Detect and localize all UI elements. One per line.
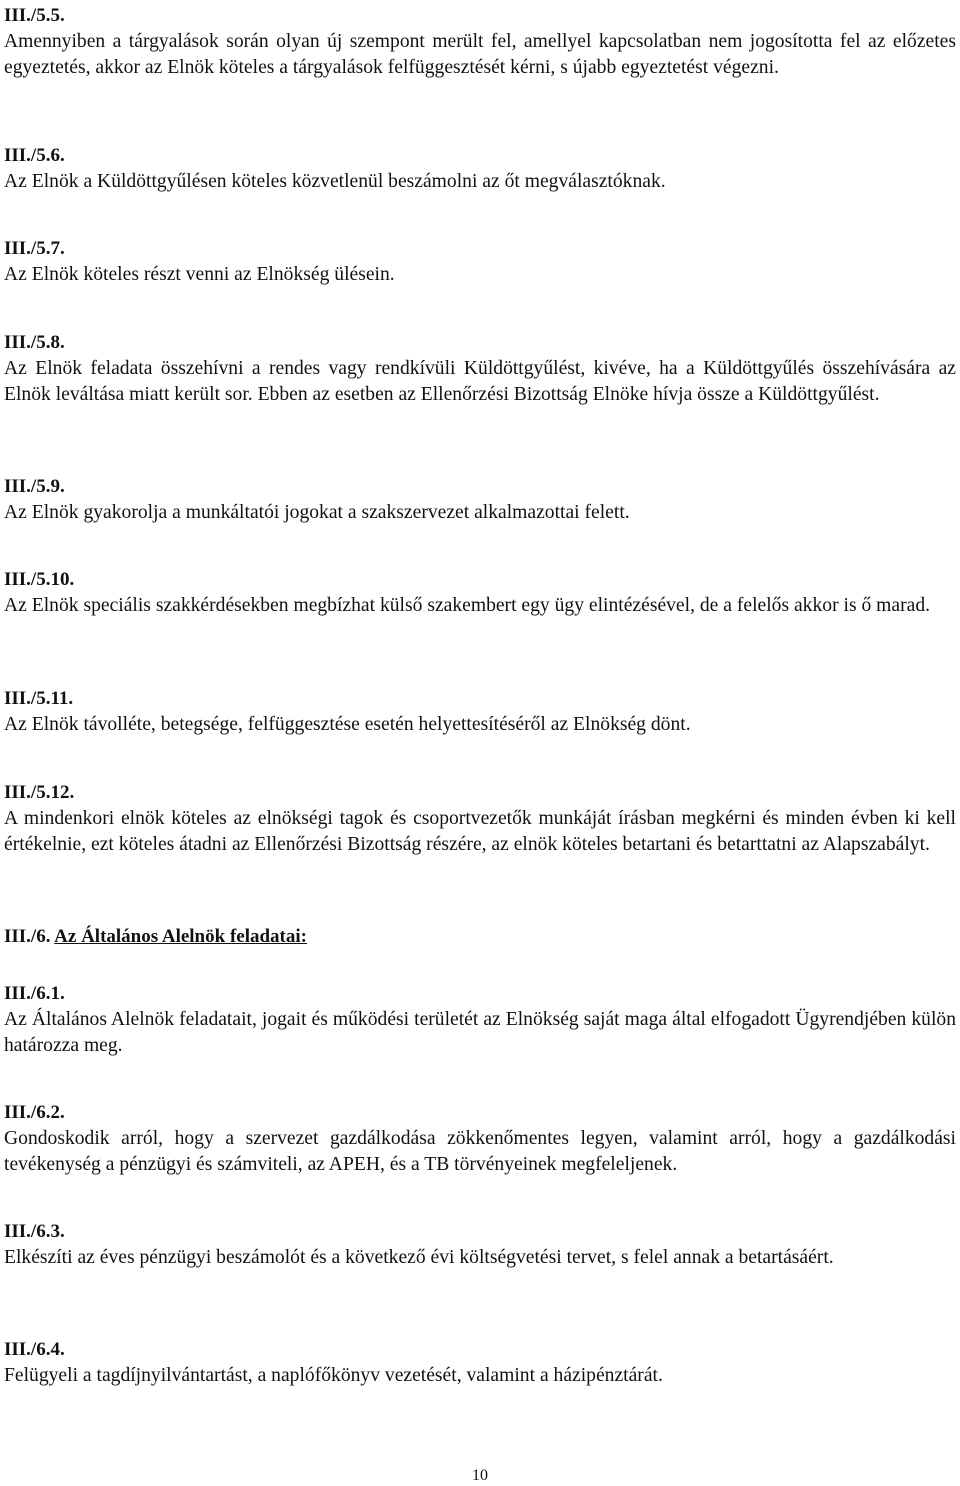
section-heading: III./6.4. bbox=[4, 1339, 65, 1360]
section-heading: III./5.9. bbox=[4, 476, 65, 497]
section-text: Gondoskodik arról, hogy a szervezet gazdálkodása zökkenőmentes legyen, valamint arról, hogy a gazdálkodási tevékenység a pénzügyi és számviteli, az APEH, és a TB törvényeinek megfeleljenek. bbox=[4, 1128, 956, 1175]
section-6-1 bbox=[4, 981, 956, 1059]
chapter-heading bbox=[4, 924, 956, 950]
section-text: Az Elnök speciális szakkérdésekben megbízhat külső szakembert egy ügy elintézésével, de a felelős akkor is ő marad. bbox=[4, 595, 931, 616]
section-text: A mindenkori elnök köteles az elnökségi tagok és csoportvezetők munkáját írásban megkérni és minden évben ki kell értékelnie, ezt köteles átadni az Ellenőrzési Bizottság részére, az elnök köteles betartani és betarttatni az Alapszabályt. bbox=[4, 808, 956, 855]
section-6-2 bbox=[4, 1100, 956, 1178]
section-text: Felügyeli a tagdíjnyilvántartást, a naplófőkönyv vezetését, valamint a házipénztárát. bbox=[4, 1365, 663, 1386]
section-5-5 bbox=[4, 3, 956, 81]
chapter-number: III./6. bbox=[4, 926, 51, 947]
section-text: Az Általános Alelnök feladatait, jogait és működési területét az Elnökség saját maga által elfogadott Ügyrendjében külön határozza meg. bbox=[4, 1009, 956, 1056]
section-text: Az Elnök távolléte, betegsége, felfüggesztése esetén helyettesítéséről az Elnökség dönt. bbox=[4, 714, 691, 735]
section-heading: III./5.5. bbox=[4, 5, 65, 26]
section-5-7 bbox=[4, 236, 956, 288]
section-5-9 bbox=[4, 474, 956, 526]
section-text: Az Elnök gyakorolja a munkáltatói jogokat a szakszervezet alkalmazottai felett. bbox=[4, 502, 630, 523]
section-text: Az Elnök köteles részt venni az Elnökség ülésein. bbox=[4, 264, 395, 285]
section-6-3 bbox=[4, 1219, 956, 1271]
section-heading: III./5.12. bbox=[4, 782, 75, 803]
section-heading: III./6.2. bbox=[4, 1102, 65, 1123]
section-heading: III./5.7. bbox=[4, 238, 65, 259]
section-5-11 bbox=[4, 686, 956, 738]
section-5-12 bbox=[4, 780, 956, 858]
section-6-4 bbox=[4, 1337, 956, 1389]
section-5-10 bbox=[4, 567, 956, 619]
section-text: Az Elnök feladata összehívni a rendes vagy rendkívüli Küldöttgyűlést, kivéve, ha a Küldöttgyűlés összehívására az Elnök leváltása miatt került sor. Ebben az esetben az Ellenőrzési Bizottság Elnöke hívja össze a Küldöttgyűlést. bbox=[4, 358, 956, 405]
section-heading: III./6.3. bbox=[4, 1221, 65, 1242]
section-heading: III./5.6. bbox=[4, 145, 65, 166]
section-heading: III./5.11. bbox=[4, 688, 74, 709]
chapter-title: Az Általános Alelnök feladatai: bbox=[54, 926, 307, 947]
section-5-6 bbox=[4, 143, 956, 195]
section-5-8 bbox=[4, 330, 956, 408]
section-text: Az Elnök a Küldöttgyűlésen köteles közvetlenül beszámolni az őt megválasztóknak. bbox=[4, 171, 666, 192]
section-text: Elkészíti az éves pénzügyi beszámolót és a következő évi költségvetési tervet, s felel annak a betartásáért. bbox=[4, 1247, 834, 1268]
section-text: Amennyiben a tárgyalások során olyan új szempont merült fel, amellyel kapcsolatban nem jogosította fel az előzetes egyeztetés, akkor az Elnök köteles a tárgyalások felfüggesztését kérni, s újabb egyeztetést végezni. bbox=[4, 31, 956, 78]
page-number: 10 bbox=[472, 1467, 488, 1484]
section-heading: III./6.1. bbox=[4, 983, 65, 1004]
section-heading: III./5.10. bbox=[4, 569, 75, 590]
section-heading: III./5.8. bbox=[4, 332, 65, 353]
document-page bbox=[4, 0, 956, 1485]
